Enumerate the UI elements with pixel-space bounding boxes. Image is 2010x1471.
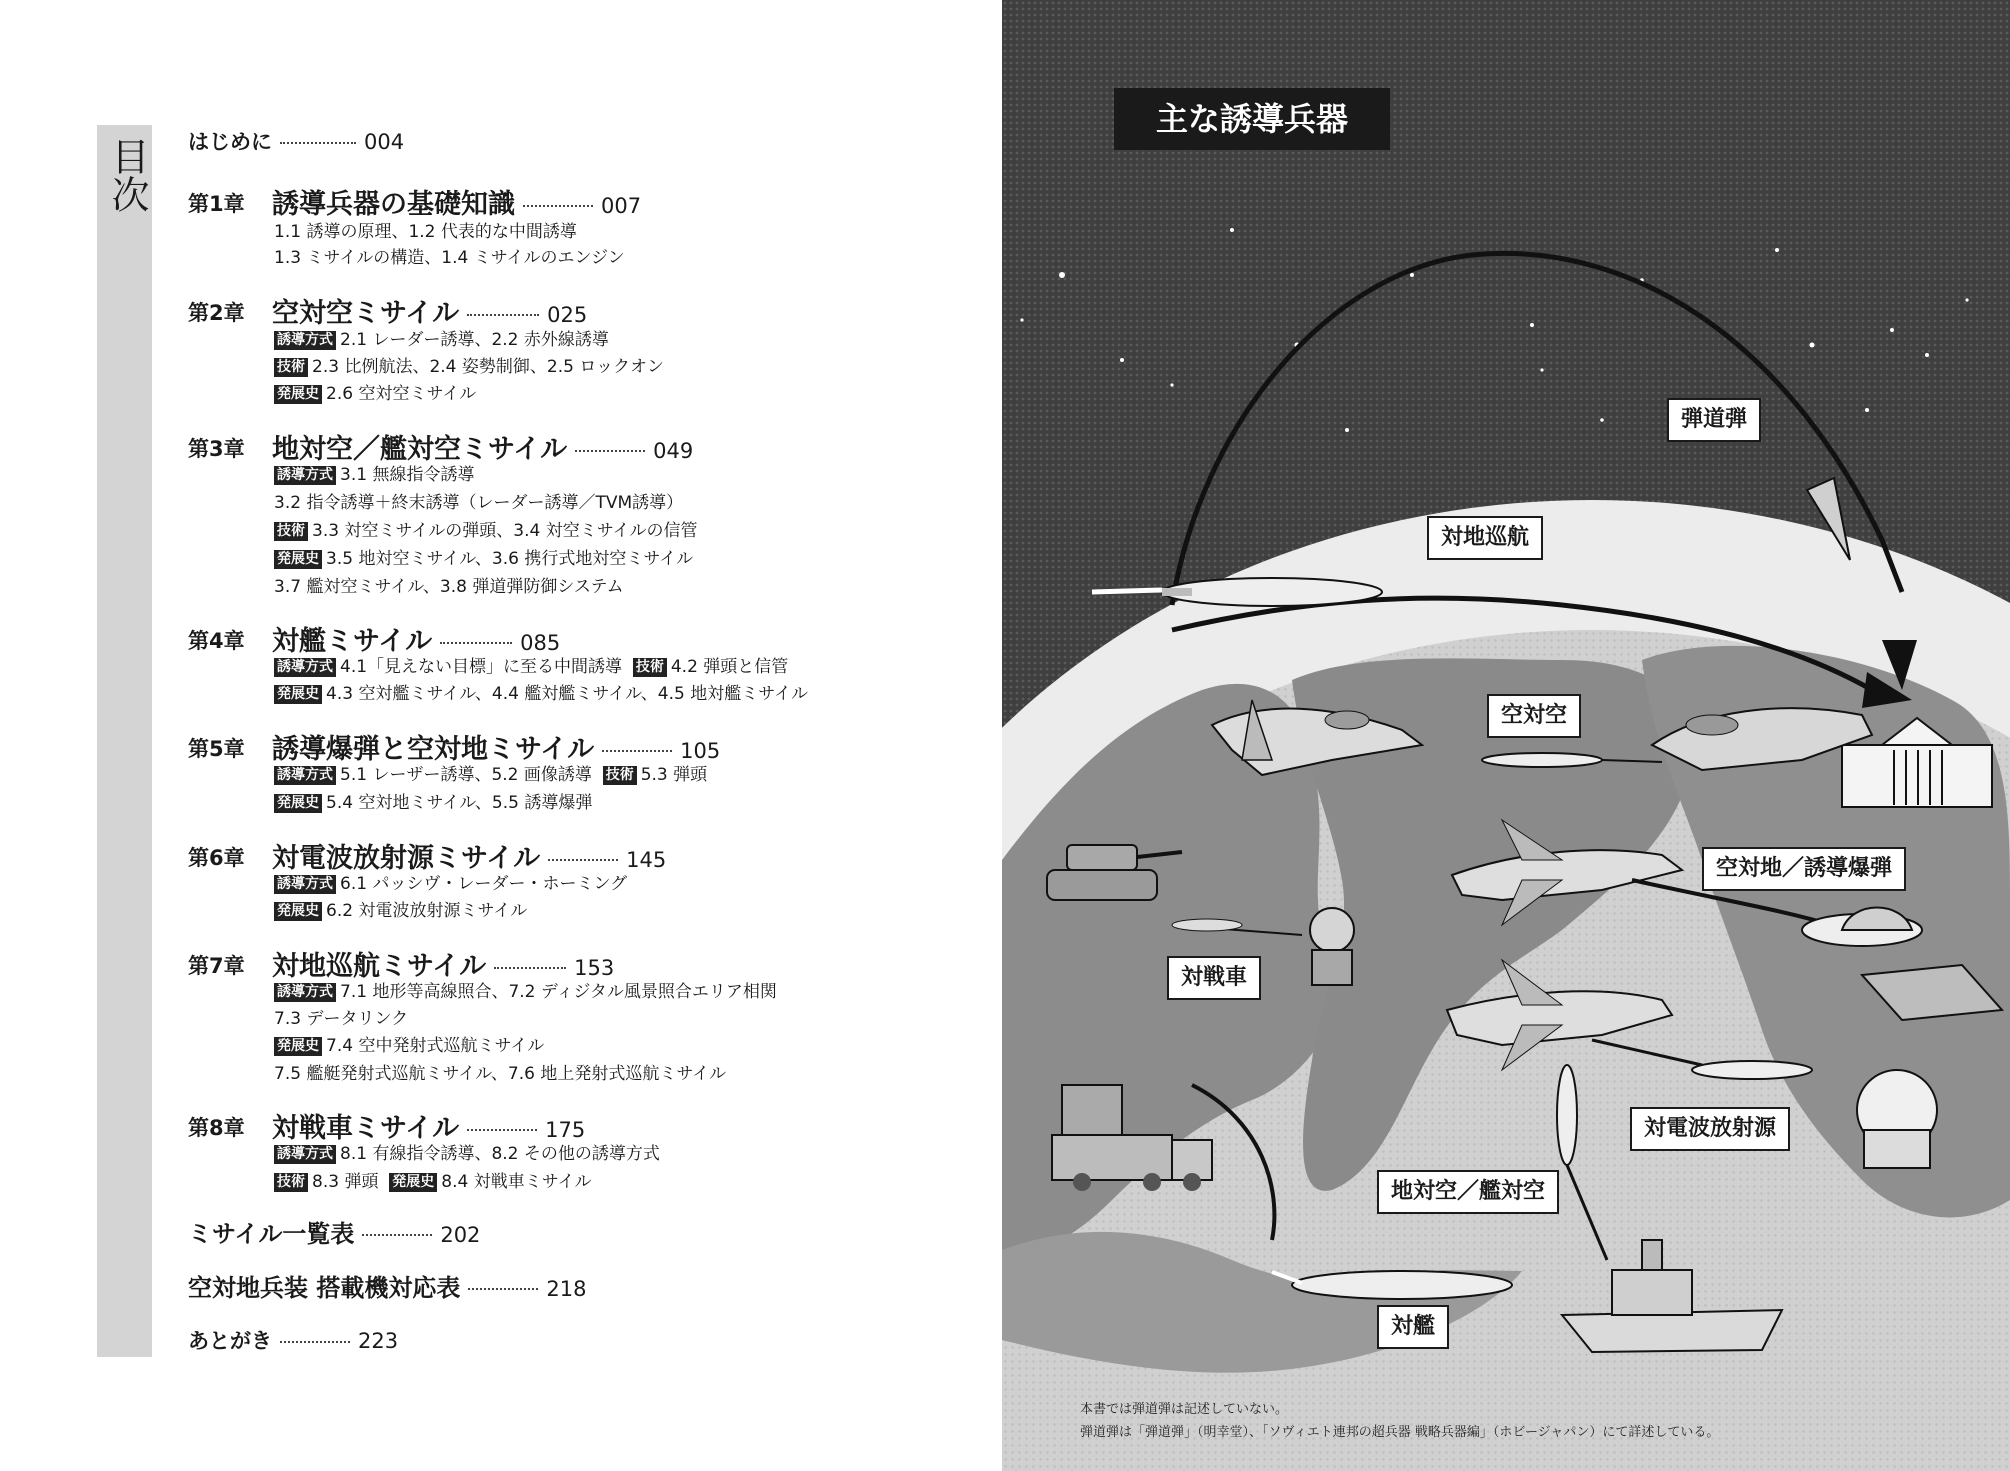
tag-badge: 誘導方式: [274, 766, 336, 785]
section-line: 誘導方式 8.1 有線指令誘導、8.2 その他の誘導方式: [274, 1143, 660, 1165]
section-line: 発展史 2.6 空対空ミサイル: [274, 383, 476, 405]
appendix-page: 218: [546, 1277, 587, 1301]
chapter-title: [272, 619, 560, 658]
leader-dots: [548, 859, 618, 861]
chapter-title: [272, 727, 720, 766]
chapter-number: 第3章: [188, 437, 245, 461]
chapter-page: 175: [545, 1118, 586, 1142]
section-line: 3.2 指令誘導＋終末誘導（レーダー誘導／TVM誘導）: [274, 493, 684, 513]
leader-dots: [468, 1288, 538, 1290]
tag-badge: 技術: [633, 658, 667, 677]
soldier: [1310, 908, 1354, 985]
section-line: 誘導方式 2.1 レーダー誘導、2.2 赤外線誘導: [274, 329, 609, 351]
leader-dots: [280, 1341, 350, 1343]
leader-dots: [523, 205, 593, 207]
section-line: 誘導方式 5.1 レーザー誘導、5.2 画像誘導 技術 5.3 弾頭: [274, 764, 707, 786]
section-line: 誘導方式 3.1 無線指令誘導: [274, 464, 474, 486]
section-line: 技術 8.3 弾頭 発展史 8.4 対戦車ミサイル: [274, 1171, 592, 1193]
chapter-title: [272, 427, 693, 466]
section-line: 誘導方式 7.1 地形等高線照合、7.2 ディジタル風景照合エリア相関: [274, 981, 777, 1003]
label-anti-ship: 対艦: [1377, 1305, 1449, 1349]
tag-badge: 誘導方式: [274, 658, 336, 677]
section-line: 発展史 4.3 空対艦ミサイル、4.4 艦対艦ミサイル、4.5 地対艦ミサイル: [274, 683, 808, 705]
label-cruise: 対地巡航: [1427, 516, 1543, 560]
toc-afterword[interactable]: [188, 1325, 398, 1355]
tag-badge: 発展史: [274, 550, 322, 569]
chapter-page: 153: [574, 956, 615, 980]
appendix-label: あとがき: [188, 1329, 272, 1353]
chapter-title: [272, 944, 614, 983]
tag-badge: 技術: [274, 1173, 308, 1192]
toc-page: [0, 0, 1002, 1471]
label-anti-radiation: 対電波放射源: [1630, 1107, 1790, 1151]
chapter-page: 007: [601, 194, 642, 218]
section-line: 誘導方式 4.1「見えない目標」に至る中間誘導 技術 4.2 弾頭と信管: [274, 656, 788, 678]
section-line: 発展史 7.4 空中発射式巡航ミサイル: [274, 1035, 544, 1057]
chapter-title-text: 空対空ミサイル: [272, 298, 460, 329]
tag-badge: 発展史: [274, 685, 322, 704]
chapter-title-text: 対電波放射源ミサイル: [272, 843, 541, 874]
section-line: 発展史 3.5 地対空ミサイル、3.6 携行式地対空ミサイル: [274, 548, 693, 570]
chapter-title: [272, 836, 666, 875]
section-line: 3.7 艦対空ミサイル、3.8 弾道弾防御システム: [274, 577, 624, 597]
section-line: 1.1 誘導の原理、1.2 代表的な中間誘導: [274, 222, 577, 242]
tag-badge: 発展史: [274, 902, 322, 921]
chapter-title-text: 誘導兵器の基礎知識: [272, 189, 515, 220]
illustration-page: [1002, 0, 2010, 1471]
chapter-number: 第7章: [188, 954, 245, 978]
chapter-number: 第2章: [188, 301, 245, 325]
tag-badge: 技術: [603, 766, 637, 785]
chapter-page: 105: [680, 739, 721, 763]
chapter-page: 145: [626, 848, 667, 872]
illustration-title: 主な誘導兵器: [1114, 88, 1390, 150]
tag-badge: 誘導方式: [274, 1145, 336, 1164]
chapter-number: 第5章: [188, 737, 245, 761]
tag-badge: 誘導方式: [274, 875, 336, 894]
chapter-page: 025: [547, 303, 588, 327]
tag-badge: 誘導方式: [274, 466, 336, 485]
tag-badge: 誘導方式: [274, 331, 336, 350]
toc-heading: 目次: [105, 137, 149, 213]
leader-dots: [440, 642, 512, 644]
tag-badge: 技術: [274, 358, 308, 377]
chapter-number: 第1章: [188, 192, 245, 216]
label-ballistic: 弾道弾: [1667, 398, 1761, 442]
leader-dots: [280, 142, 356, 144]
leader-dots: [575, 450, 645, 452]
toc-intro-page: 004: [364, 130, 405, 154]
leader-dots: [467, 314, 539, 316]
chapter-number: 第8章: [188, 1116, 245, 1140]
chapter-title-text: 対艦ミサイル: [272, 626, 433, 657]
chapter-number: 第4章: [188, 629, 245, 653]
section-line: 技術 2.3 比例航法、2.4 姿勢制御、2.5 ロックオン: [274, 356, 664, 378]
chapter-title-text: 対地巡航ミサイル: [272, 951, 487, 982]
chapter-title-text: 対戦車ミサイル: [272, 1113, 460, 1144]
label-surface-to-air: 地対空／艦対空: [1377, 1170, 1559, 1214]
chapter-title: [272, 291, 587, 330]
tag-badge: 発展史: [274, 385, 322, 404]
section-line: 発展史 6.2 対電波放射源ミサイル: [274, 900, 527, 922]
footnote-line-1: 本書では弾道弾は記述していない。: [1080, 1402, 1289, 1417]
leader-dots: [362, 1234, 432, 1236]
tag-badge: 発展史: [274, 794, 322, 813]
toc-appendix-table[interactable]: [188, 1268, 586, 1303]
section-line: 技術 3.3 対空ミサイルの弾頭、3.4 対空ミサイルの信管: [274, 520, 698, 542]
appendix-page: 202: [440, 1223, 481, 1247]
radar-dome: [1857, 1070, 1937, 1168]
tag-badge: 誘導方式: [274, 983, 336, 1002]
chapter-number: 第6章: [188, 846, 245, 870]
chapter-title-text: 誘導爆弾と空対地ミサイル: [272, 734, 595, 765]
appendix-label: ミサイル一覧表: [188, 1220, 355, 1248]
leader-dots: [602, 750, 672, 752]
chapter-page: 049: [653, 439, 694, 463]
leader-dots: [494, 967, 566, 969]
appendix-label: 空対地兵装 搭載機対応表: [188, 1274, 461, 1302]
section-line: 誘導方式 6.1 パッシヴ・レーダー・ホーミング: [274, 873, 627, 895]
chapter-title: [272, 182, 641, 221]
section-line: 7.5 艦艇発射式巡航ミサイル、7.6 地上発射式巡航ミサイル: [274, 1064, 727, 1084]
toc-appendix-list[interactable]: [188, 1214, 480, 1249]
toc-sidebar: [97, 125, 152, 1357]
label-air-to-air: 空対空: [1487, 694, 1581, 738]
section-line: 7.3 データリンク: [274, 1009, 409, 1029]
leader-dots: [467, 1129, 537, 1131]
toc-intro-label: はじめに: [188, 130, 272, 154]
section-line: 発展史 5.4 空対地ミサイル、5.5 誘導爆弾: [274, 792, 592, 814]
label-air-to-ground: 空対地／誘導爆弾: [1702, 847, 1906, 891]
label-anti-tank: 対戦車: [1167, 956, 1261, 1000]
chapter-page: 085: [520, 631, 561, 655]
chapter-title-text: 地対空／艦対空ミサイル: [272, 434, 568, 465]
section-line: 1.3 ミサイルの構造、1.4 ミサイルのエンジン: [274, 248, 625, 268]
tag-badge: 技術: [274, 522, 308, 541]
toc-intro[interactable]: [188, 126, 404, 156]
tag-badge: 発展史: [274, 1037, 322, 1056]
tag-badge: 発展史: [389, 1173, 437, 1192]
footnote-line-2: 弾道弾は「弾道弾」（明幸堂）、「ソヴィエト連邦の超兵器 戦略兵器編」（ホビージャパン）にて詳述している。: [1080, 1425, 1720, 1440]
chapter-title: [272, 1106, 585, 1145]
appendix-page: 223: [358, 1329, 399, 1353]
